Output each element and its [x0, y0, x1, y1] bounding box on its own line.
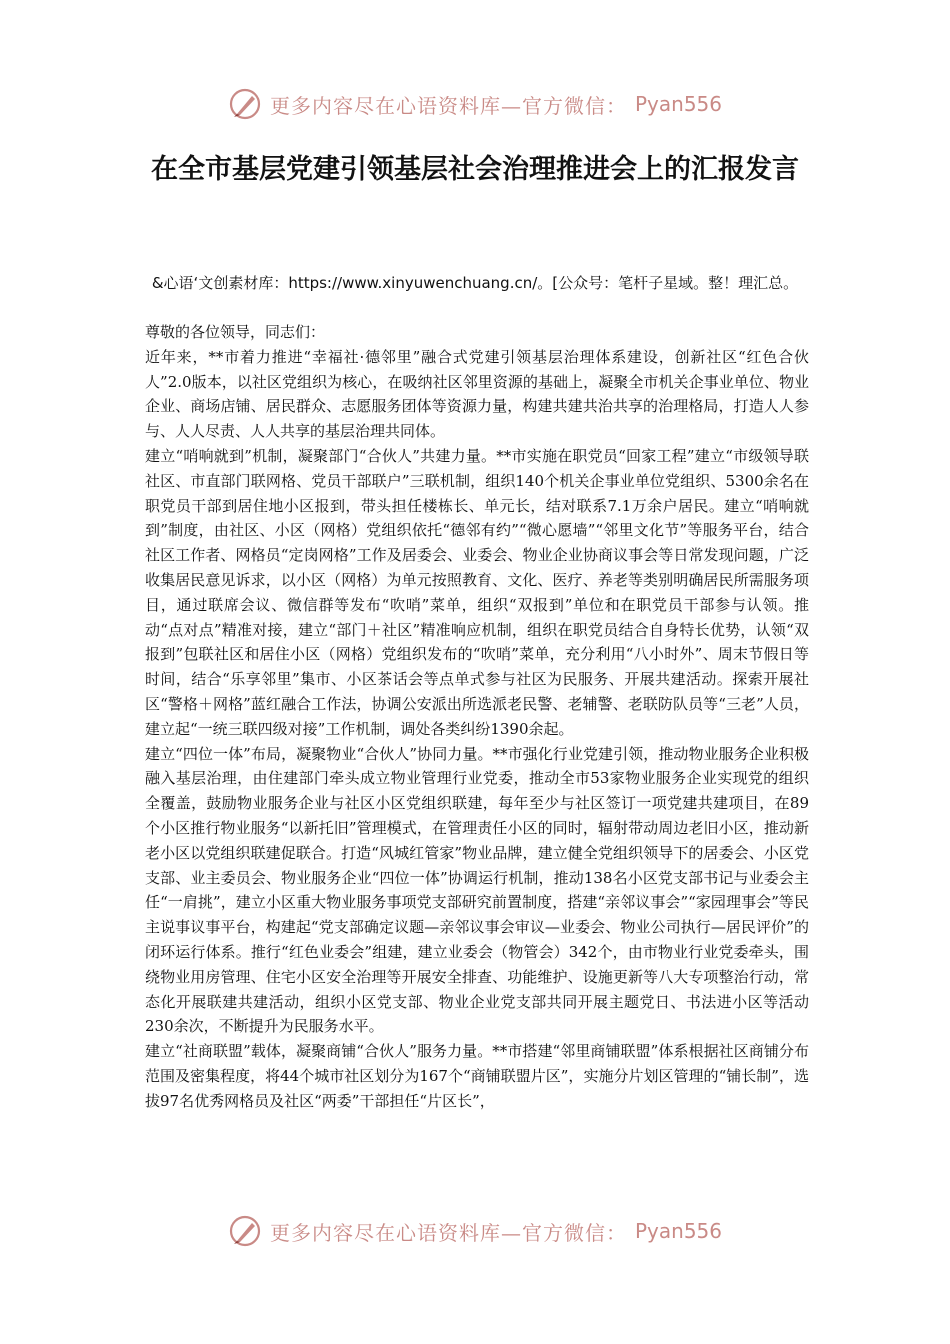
document-title: 在全市基层党建引领基层社会治理推进会上的汇报发言 [151, 154, 799, 185]
paragraph: 建立“社商联盟”载体，凝聚商铺“合伙人”服务力量。**市搭建“邻里商铺联盟”体系根据社区商铺分布范围及密集程度，将44个城市社区划分为167个“商铺联盟片区”，实施分片划区管理的“铺长制”，选拔97名优秀网格员及社区“两委”干部担任“片区长”， [145, 1042, 809, 1110]
salutation: 尊敬的各位领导，同志们： [145, 323, 326, 341]
footer-wechat-id: Pyan556 [634, 1219, 722, 1243]
document-body [145, 320, 809, 1114]
footer-banner [0, 1211, 950, 1251]
paragraph: 建立“四位一体”布局，凝聚物业“合伙人”协同力量。**市强化行业党建引领，推动物业服务企业积极融入基层治理，由住建部门牵头成立物业管理行业党委，推动全市53家物业服务企业实现党的组织全覆盖，鼓励物业服务企业与社区小区党组织联建，每年至少与社区签订一项党建共建项目，在89个小区推行物业服务“以新托旧”管理模式，在管理责任小区的同时，辐射带动周边老旧小区，推动新老小区以党组织联建促联合。打造“风城红管家”物业品牌，建立健全党组织领导下的居委会、小区党支部、业主委员会、物业服务企业“四位一体”协调运行机制，推动138名小区党支部书记与业委会主任“一肩挑”，建立小区重大物业服务事项党支部研究前置制度，搭建“亲邻议事会”“家园理事会”等民主说事议事平台，构建起“党支部确定议题—亲邻议事会审议—业委会、物业公司执行—居民评价”的闭环运行体系。推行“红色业委会”组建，建立业委会（物管会）342个，由市物业行业党委牵头，围绕物业用房管理、住宅小区安全治理等开展安全排查、功能维护、设施更新等八大专项整治行动，常态化开展联建共建活动，组织小区党支部、物业企业党支部共同开展主题党日、书法进小区等活动230余次，不断提升为民服务水平。 [145, 744, 809, 1036]
header-banner [0, 84, 950, 124]
pen-circle-logo-icon [228, 1214, 262, 1248]
paragraph: 近年来，**市着力推进“幸福社·德邻里”融合式党建引领基层治理体系建设，创新社区“红色合伙人”2.0版本，以社区党组织为核心，在吸纳社区邻里资源的基础上，凝聚全市机关企事业单位、物业企业、商场店铺、居民群众、志愿服务团体等资源力量，构建共建共治共享的治理格局，打造人人参与、人人尽责、人人共享的基层治理共同体。 [145, 347, 809, 441]
header-brand-text: 更多内容尽在心语资料库—官方微信： [269, 93, 627, 118]
source-note: &心语‘文创素材库：https://www.xinyuwenchuang.cn/。[公众号：笔杆子星域。整！理汇总。 [151, 274, 799, 292]
footer-brand-text: 更多内容尽在心语资料库—官方微信： [269, 1220, 627, 1245]
header-wechat-id: Pyan556 [634, 92, 722, 116]
paragraph: 建立“哨响就到”机制，凝聚部门“合伙人”共建力量。**市实施在职党员“回家工程”建立“市级领导联社区、市直部门联网格、党员干部联户”三联机制，组织140个机关企事业单位党组织、5300余名在职党员干部到居住地小区报到，带头担任楼栋长、单元长，结对联系7.1万余户居民。建立“哨响就到”制度，由社区、小区（网格）党组织依托“德邻有约”“微心愿墙”“邻里文化节”等服务平台，结合社区工作者、网格员“定岗网格”工作及居委会、业委会、物业企业协商议事会等日常发现问题，广泛收集居民意见诉求，以小区（网格）为单元按照教育、文化、医疗、养老等类别明确居民所需服务项目，通过联席会议、微信群等发布“吹哨”菜单，组织“双报到”单位和在职党员干部参与认领。推动“点对点”精准对接，建立“部门＋社区”精准响应机制，组织在职党员结合自身特长优势，认领“双报到”包联社区和居住小区（网格）党组织发布的“吹哨”菜单，充分利用“八小时外”、周末节假日等时间，结合“乐享邻里”集市、小区茶话会等点单式参与社区为民服务、开展共建活动。探索开展社区“警格＋网格”蓝红融合工作法，协调公安派出所选派老民警、老辅警、老联防队员等“三老”人员，建立起“一统三联四级对接”工作机制，调处各类纠纷1390余起。 [145, 446, 809, 738]
pen-circle-logo-icon [228, 87, 262, 121]
